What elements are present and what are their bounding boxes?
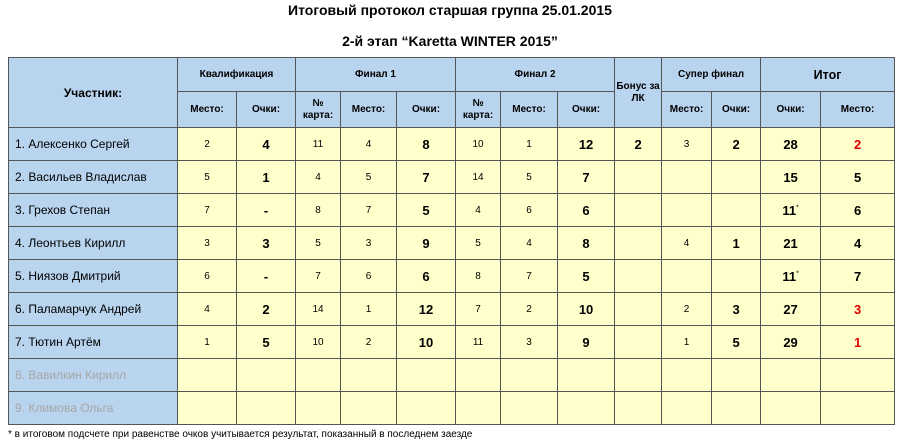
cell-f1-place: 3 <box>341 227 397 260</box>
header-sf-place: Место: <box>662 92 712 128</box>
cell-f2-place: 7 <box>501 260 558 293</box>
header-qual-place: Место: <box>178 92 237 128</box>
cell-qual-points: 1 <box>237 161 296 194</box>
cell-sf-points: 5 <box>712 326 761 359</box>
total-points-value: 15 <box>783 169 798 185</box>
header-f2-place: Место: <box>501 92 558 128</box>
cell-f1-place: 2 <box>341 326 397 359</box>
cell-f1-points: 6 <box>397 260 456 293</box>
total-points-value: 28 <box>783 136 798 152</box>
cell-total-place: 7 <box>821 260 895 293</box>
cell-f1-points: 9 <box>397 227 456 260</box>
cell-total-points <box>761 128 821 161</box>
cell-qual-place: 6 <box>178 260 237 293</box>
cell-name: 9. Климова Ольга <box>9 392 178 425</box>
cell-qual-points: 5 <box>237 326 296 359</box>
cell-total-points <box>761 260 821 293</box>
cell-f1-points <box>397 392 456 425</box>
cell-sf-points: 1 <box>712 227 761 260</box>
cell-sf-place <box>662 194 712 227</box>
cell-name: 2. Васильев Владислав <box>9 161 178 194</box>
cell-total-place: 1 <box>821 326 895 359</box>
cell-f1-kart: 10 <box>296 326 341 359</box>
cell-f1-points <box>397 359 456 392</box>
cell-f1-place <box>341 359 397 392</box>
header-qual-points: Очки: <box>237 92 296 128</box>
cell-f2-kart: 8 <box>456 260 501 293</box>
cell-name: 8. Вавилкин Кирилл <box>9 359 178 392</box>
cell-bonus <box>615 326 662 359</box>
cell-f2-points: 5 <box>558 260 615 293</box>
cell-qual-points: - <box>237 260 296 293</box>
table-row <box>9 392 895 425</box>
cell-total-place: 2 <box>821 128 895 161</box>
cell-f2-points: 6 <box>558 194 615 227</box>
cell-f2-kart: 11 <box>456 326 501 359</box>
cell-sf-place: 2 <box>662 293 712 326</box>
table-row <box>9 194 895 227</box>
cell-qual-points: 4 <box>237 128 296 161</box>
cell-f2-kart <box>456 359 501 392</box>
cell-f2-place: 5 <box>501 161 558 194</box>
cell-sf-place: 1 <box>662 326 712 359</box>
cell-total-points <box>761 359 821 392</box>
cell-sf-place <box>662 392 712 425</box>
header-qualification: Квалификация <box>178 58 296 92</box>
cell-f2-kart: 5 <box>456 227 501 260</box>
cell-total-points <box>761 326 821 359</box>
protocol-title: Итоговый протокол старшая группа 25.01.2015 <box>288 2 612 18</box>
cell-qual-points: 2 <box>237 293 296 326</box>
cell-total-points <box>761 161 821 194</box>
cell-qual-points: 3 <box>237 227 296 260</box>
total-points-value: 27 <box>783 301 798 317</box>
cell-f2-place: 1 <box>501 128 558 161</box>
cell-qual-place <box>178 392 237 425</box>
cell-sf-points: 3 <box>712 293 761 326</box>
header-f2-kart: № карта: <box>456 92 501 128</box>
cell-qual-place: 4 <box>178 293 237 326</box>
cell-bonus <box>615 392 662 425</box>
cell-total-place: 5 <box>821 161 895 194</box>
cell-f2-points <box>558 359 615 392</box>
cell-f2-place: 3 <box>501 326 558 359</box>
cell-total-place: 4 <box>821 227 895 260</box>
cell-total-points <box>761 227 821 260</box>
tie-note-marker: * <box>796 204 799 212</box>
cell-total-place: 3 <box>821 293 895 326</box>
cell-f1-place <box>341 392 397 425</box>
header-f2-points: Очки: <box>558 92 615 128</box>
cell-name: 3. Грехов Степан <box>9 194 178 227</box>
cell-qual-place: 7 <box>178 194 237 227</box>
table-row <box>9 326 895 359</box>
table-row <box>9 128 895 161</box>
cell-sf-points <box>712 161 761 194</box>
header-f1-points: Очки: <box>397 92 456 128</box>
cell-f1-place: 5 <box>341 161 397 194</box>
cell-f1-kart: 14 <box>296 293 341 326</box>
cell-f1-place: 7 <box>341 194 397 227</box>
cell-f2-points: 7 <box>558 161 615 194</box>
cell-f1-points: 5 <box>397 194 456 227</box>
cell-sf-place <box>662 359 712 392</box>
cell-bonus: 2 <box>615 128 662 161</box>
cell-f1-kart: 7 <box>296 260 341 293</box>
cell-f2-kart: 4 <box>456 194 501 227</box>
header-sf-points: Очки: <box>712 92 761 128</box>
cell-qual-place: 3 <box>178 227 237 260</box>
cell-bonus <box>615 260 662 293</box>
cell-f1-kart: 8 <box>296 194 341 227</box>
cell-f2-points: 10 <box>558 293 615 326</box>
cell-name: 7. Тютин Артём <box>9 326 178 359</box>
tie-note-marker: * <box>796 270 799 278</box>
total-points-value: 11 <box>782 202 797 218</box>
cell-sf-points <box>712 194 761 227</box>
table-row <box>9 227 895 260</box>
cell-sf-place <box>662 260 712 293</box>
cell-total-points <box>761 392 821 425</box>
cell-qual-place: 2 <box>178 128 237 161</box>
total-points-value: 21 <box>783 235 798 251</box>
table-row <box>9 359 895 392</box>
cell-f2-place: 6 <box>501 194 558 227</box>
cell-total-place: 6 <box>821 194 895 227</box>
footnote: * в итоговом подсчете при равенстве очков учитывается результат, показанный в последнем заезде <box>8 429 473 440</box>
cell-f2-points: 12 <box>558 128 615 161</box>
cell-f1-points: 10 <box>397 326 456 359</box>
cell-qual-points: - <box>237 194 296 227</box>
cell-f2-points <box>558 392 615 425</box>
cell-total-place <box>821 392 895 425</box>
cell-bonus <box>615 227 662 260</box>
total-points-value: 29 <box>783 334 798 350</box>
cell-sf-place: 4 <box>662 227 712 260</box>
header-f1-kart: № карта: <box>296 92 341 128</box>
cell-sf-points <box>712 359 761 392</box>
results-table <box>8 57 895 425</box>
header-bonus: Бонус за ЛК <box>615 58 662 128</box>
cell-total-place <box>821 359 895 392</box>
header-final-1: Финал 1 <box>296 58 456 92</box>
cell-qual-place <box>178 359 237 392</box>
cell-f2-place <box>501 359 558 392</box>
cell-name: 5. Ниязов Дмитрий <box>9 260 178 293</box>
cell-sf-points <box>712 392 761 425</box>
cell-f2-kart: 10 <box>456 128 501 161</box>
cell-f1-place: 6 <box>341 260 397 293</box>
table-row <box>9 293 895 326</box>
header-super-final: Супер финал <box>662 58 761 92</box>
cell-sf-place: 3 <box>662 128 712 161</box>
stage-subtitle: 2-й этап “Karetta WINTER 2015” <box>342 33 558 49</box>
cell-sf-place <box>662 161 712 194</box>
cell-f1-place: 4 <box>341 128 397 161</box>
cell-f2-place: 4 <box>501 227 558 260</box>
cell-f1-kart <box>296 392 341 425</box>
cell-f2-place <box>501 392 558 425</box>
cell-name: 6. Паламарчук Андрей <box>9 293 178 326</box>
header-total-place: Место: <box>821 92 895 128</box>
cell-f1-kart <box>296 359 341 392</box>
cell-qual-place: 1 <box>178 326 237 359</box>
cell-f2-kart <box>456 392 501 425</box>
cell-qual-points <box>237 359 296 392</box>
cell-f1-points: 7 <box>397 161 456 194</box>
cell-f2-place: 2 <box>501 293 558 326</box>
cell-sf-points: 2 <box>712 128 761 161</box>
cell-sf-points <box>712 260 761 293</box>
cell-f1-points: 8 <box>397 128 456 161</box>
cell-total-points <box>761 293 821 326</box>
cell-name: 4. Леонтьев Кирилл <box>9 227 178 260</box>
cell-qual-place: 5 <box>178 161 237 194</box>
cell-bonus <box>615 194 662 227</box>
header-final-2: Финал 2 <box>456 58 615 92</box>
header-total-points: Очки: <box>761 92 821 128</box>
cell-bonus <box>615 293 662 326</box>
cell-f1-points: 12 <box>397 293 456 326</box>
cell-f1-place: 1 <box>341 293 397 326</box>
cell-total-points <box>761 194 821 227</box>
table-row <box>9 260 895 293</box>
cell-f2-points: 9 <box>558 326 615 359</box>
cell-f1-kart: 4 <box>296 161 341 194</box>
cell-name: 1. Алексенко Сергей <box>9 128 178 161</box>
cell-f2-kart: 7 <box>456 293 501 326</box>
cell-f2-kart: 14 <box>456 161 501 194</box>
cell-f1-kart: 5 <box>296 227 341 260</box>
header-f1-place: Место: <box>341 92 397 128</box>
cell-f1-kart: 11 <box>296 128 341 161</box>
cell-bonus <box>615 161 662 194</box>
header-participant: Участник: <box>9 58 178 128</box>
table-row <box>9 161 895 194</box>
total-points-value: 11 <box>782 268 797 284</box>
cell-bonus <box>615 359 662 392</box>
header-total: Итог <box>761 58 895 92</box>
cell-f2-points: 8 <box>558 227 615 260</box>
cell-qual-points <box>237 392 296 425</box>
